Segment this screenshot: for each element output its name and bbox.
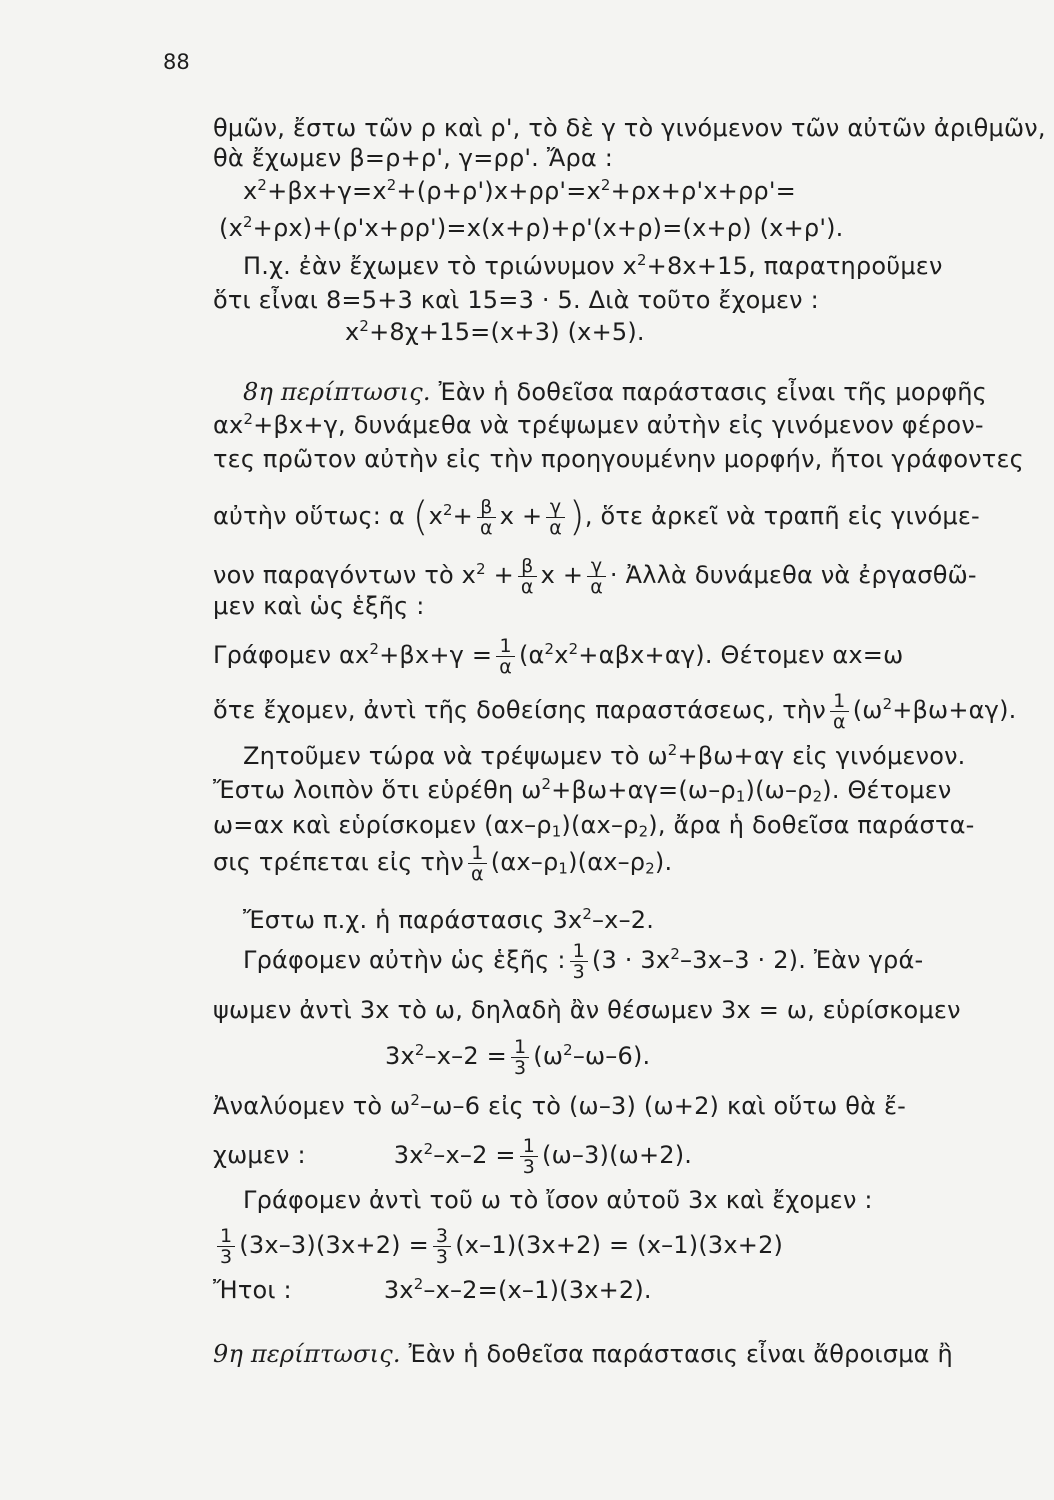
case-heading: 9η περίπτωσις. [213, 1340, 401, 1368]
equation-line: $x^2+\beta x+\gamma=x^2+(\rho+\rho')x+\rho\rho'=x^2+\rho x+\rho'x+\rho\rho'=$ [243, 176, 796, 205]
text-line: $\alpha x^2+\beta x+\gamma$, δυνάμεθα νὰ τρέψωμεν αὐτὴν εἰς γινόμενον φέρον- [213, 410, 984, 439]
equation-line: $x^2+8\chi+15=(x+3)$ (x+5). [345, 317, 645, 346]
fraction: $\frac{\beta}{\alpha}$ [477, 497, 496, 538]
equation-line: $(x^2+\rho x)+(\rho'x+\rho\rho')=x(x+\rho)+\rho'(x+\rho)=(x+\rho)$ (x+ρ'). [219, 213, 844, 242]
equation-line: αὐτὴν οὕτως: α ($x^2+$ $\frac{\beta}{\alpha}$ x + $\frac{\gamma}{\alpha}$ ), ὅτε ἀρκεῖ νὰ τραπῆ εἰς γινόμε- [213, 494, 980, 540]
equation-line: Ἤτοι : $3x^2-x-2=(x-1)(3x+2)$. [213, 1275, 652, 1304]
text-line: Ἔστω λοιπὸν ὅτι εὑρέθη $\omega^2+\beta\omega+\alpha\gamma=(\omega-\rho_1)(\omega-\rho_2)$. Θέτομεν [213, 775, 952, 806]
page-number: 88 [163, 50, 190, 74]
equation-line: χωμεν : $3x^2-x-2$ = $\frac{1}{3}$ (ω–3)(ω+2). [213, 1134, 693, 1178]
fraction: $\frac{1}{3}$ [520, 1136, 538, 1177]
equation-line: $\frac{1}{3}$ (3x–3)(3x+2) = $\frac{3}{3}$ (x–1)(3x+2) = (x–1)(3x+2) [213, 1215, 783, 1275]
text-line: θὰ ἔχωμεν β=ρ+ρ', γ=ρρ'. Ἄρα : [213, 144, 614, 172]
section-heading-line: 8η περίπτωσις. Ἐὰν ἡ δοθεῖσα παράστασις εἶναι τῆς μορφῆς [243, 378, 987, 406]
case-heading: 8η περίπτωσις. [243, 378, 431, 406]
fraction: $\frac{\gamma}{\alpha}$ [546, 497, 565, 538]
text-line: θμῶν, ἔστω τῶν ρ καὶ ρ', τὸ δὲ γ τὸ γινόμενον τῶν αὐτῶν ἀριθμῶν, [213, 114, 1046, 142]
fraction: $\frac{1}{\alpha}$ [830, 691, 849, 732]
text-line: Ἔστω π.χ. ἡ παράστασις $3x^2-x-2$. [243, 905, 655, 934]
equation-line: νον παραγόντων τὸ $x^2$ + $\frac{\beta}{\alpha}$ x + $\frac{\gamma}{\alpha}$ · Ἀλλὰ δυνάμεθα νὰ ἐργασθῶ- [213, 554, 977, 598]
fraction: $\frac{1}{3}$ [570, 941, 588, 982]
text-line: μεν καὶ ὡς ἑξῆς : [213, 592, 425, 620]
fraction: $\frac{1}{\alpha}$ [468, 843, 487, 884]
fraction: $\frac{1}{3}$ [511, 1037, 529, 1078]
text-line: ψωμεν ἀντὶ 3x τὸ ω, δηλαδὴ ἂν θέσωμεν 3x = ω, εὑρίσκομεν [213, 996, 961, 1024]
fraction: $\frac{1}{\alpha}$ [496, 636, 515, 677]
equation-line: Γράφομεν $\alpha x^2+\beta x+\gamma$ = $\frac{1}{\alpha}$ $(\alpha^2x^2+\alpha\beta x+\alpha\gamma)$. Θέτομεν αx=ω [213, 634, 904, 678]
fraction: $\frac{3}{3}$ [433, 1226, 451, 1267]
text-line: Π.χ. ἐὰν ἔχωμεν τὸ τριώνυμον $x^2+8x+15$, παρατηροῦμεν [243, 251, 943, 280]
text-line: Ζητοῦμεν τώρα νὰ τρέψωμεν τὸ $\omega^2+\beta\omega+\alpha\gamma$ εἰς γινόμενον. [243, 741, 966, 770]
text-line: ὅτι εἶναι 8=5+3 καὶ 15=3 · 5. Διὰ τοῦτο ἔχομεν : [213, 286, 819, 314]
section-heading-line: 9η περίπτωσις. Ἐὰν ἡ δοθεῖσα παράστασις εἶναι ἄθροισμα ἢ [213, 1340, 953, 1368]
text-line: Γράφομεν ἀντὶ τοῦ ω τὸ ἴσον αὐτοῦ 3x καὶ ἔχομεν : [243, 1186, 873, 1214]
text-line: Ἀναλύομεν τὸ $\omega^2-\omega-6$ εἰς τὸ (ω–3) (ω+2) καὶ οὕτω θὰ ἔ- [213, 1091, 906, 1120]
equation-line: ὅτε ἔχομεν, ἀντὶ τῆς δοθείσης παραστάσεως, τὴν $\frac{1}{\alpha}$ $(\omega^2+\beta\omega+\alpha\gamma)$. [213, 689, 1017, 733]
equation-line: Γράφομεν αὐτὴν ὡς ἑξῆς : $\frac{1}{3}$ $(3 \cdot 3x^2-3x-3 \cdot 2)$. Ἐὰν γρά- [243, 939, 924, 983]
text-line: ω=αx καὶ εὑρίσκομεν $(\alpha x-\rho_1)(\alpha x-\rho_2)$, ἄρα ἡ δοθεῖσα παράστα- [213, 811, 975, 841]
equation-line: $3x^2-x-2$ = $\frac{1}{3}$ $(\omega^2-\omega-6)$. [385, 1035, 651, 1079]
equation-line: σις τρέπεται εἰς τὴν $\frac{1}{\alpha}$ $(\alpha x-\rho_1)(\alpha x-\rho_2)$. [213, 841, 673, 885]
fraction: $\frac{\beta}{\alpha}$ [518, 556, 537, 597]
fraction: $\frac{1}{3}$ [217, 1226, 235, 1267]
text-line: τες πρῶτον αὐτὴν εἰς τὴν προηγουμένην μορφήν, ἤτοι γράφοντες [213, 445, 1024, 473]
fraction: $\frac{\gamma}{\alpha}$ [587, 556, 606, 597]
